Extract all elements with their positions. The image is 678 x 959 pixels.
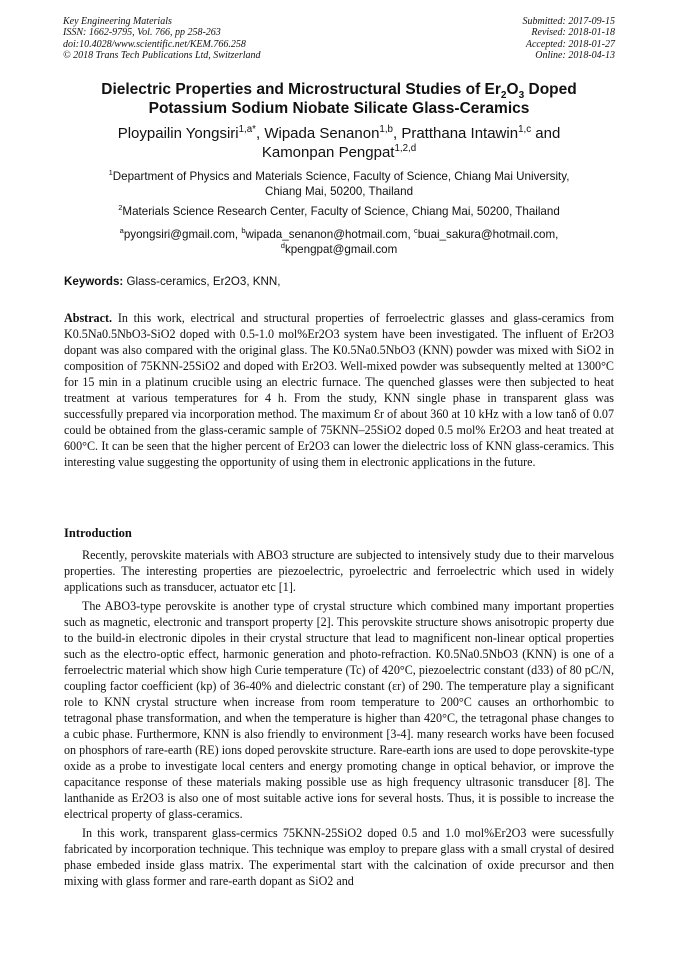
author-line-1: Ploypailin Yongsiri$^{1,a*}$, Wipada Senanon$^{1,b}$, Pratthana Intawin$^{1,c}$ and: [117, 124, 561, 142]
keywords: [64, 275, 614, 289]
email-link[interactable]: wipada_senanon@hotmail.com,: [245, 228, 411, 241]
journal-name: Key Engineering Materials: [63, 16, 172, 27]
affiliation-2: $^2$Materials Science Research Center, Faculty of Science, Chiang Mai, 50200, Thailand: [118, 203, 560, 218]
paragraph: Recently, perovskite materials with ABO3 structure are subjected to intensively study due to their marvelous properties. The interesting properties are piezoelectric, pyroelectric and ferroelectric which used in widely applications such as transducer, actuator etc [1].: [64, 548, 614, 594]
email-link[interactable]: kpengpat@gmail.com: [284, 242, 398, 256]
revised-date: Revised: 2018-01-18: [531, 27, 615, 39]
introduction-body: [64, 547, 614, 892]
email-link[interactable]: buai_sakura@hotmail.com,: [417, 228, 559, 241]
journal-info: [63, 16, 261, 62]
author-emails: $^a$pyongsiri@gmail.com, $^b$wipada_senanon@hotmail.com, $^c$buai_sakura@hotmail.com, $^d$kpengpat@gmail.com: [119, 226, 559, 256]
author-line-2: Kamonpan Pengpat$^{1,2,d}$: [261, 143, 417, 161]
submission-dates: [523, 16, 616, 62]
paper-title: [60, 80, 618, 118]
author-name: Kamonpan Pengpat: [261, 144, 395, 161]
keywords-text: Glass-ceramics, Er2O3, KNN,: [126, 275, 281, 288]
affiliation-1: $^1$Department of Physics and Materials Science, Faculty of Science, Chiang Mai University, Chiang Mai, 50200, Thailand: [108, 168, 570, 198]
keywords-label: Keywords:: [64, 275, 124, 288]
paragraph: In this work, transparent glass-cermics 75KNN-25SiO2 doped 0.5 and 1.0 mol%Er2O3 were sucessfully fabricated by incorporation technique. This technique was employ to prepare glass with a small crystal of desired phase embeded inside glass matrix. The experimental start with the calcination of oxide precursor and then mixing with glass former and rare-earth dopant as SiO2 and: [64, 826, 614, 888]
abstract: [64, 310, 614, 470]
abstract-text: In this work, electrical and structural properties of ferroelectric glasses and glass-ceramics from K0.5Na0.5NbO3-SiO2 doped with 0.5-1.0 mol%Er2O3 system have been investigated. The influent of Er2O3 dopant was also compared with the original glass. The K0.5Na0.5NbO3 (KNN) powder was mixed with SiO2 in composition of 75KNN-25SiO2 and doped with Er2O3. Well-mixed powder was subsequently melted at 1300°C for 15 min in a platinum crucible using an electric furnace. The quenched glasses were then subjected to heat treatment at various temperatures for 4 h. From the study, KNN single phase in transparent glass was successfully prepared via incorporation method. The maximum Ɛr of about 360 at 10 kHz with a low tanδ of 0.07 could be obtained from the glass-ceramic sample of 75KNN–25SiO2 doped 0.5 mol% Er2O3 and heat treated at 600°C. It can be seen that the higher percent of Er2O3 can lower the dielectric loss of KNN glass-ceramics. This interesting value suggesting the opportunity of using them in electronic applications in the future.: [64, 311, 614, 469]
title-line-1: Dielectric Properties and Microstructural Studies of $Er_2O_3$ Doped: [101, 81, 577, 102]
author-name: Pratthana Intawin: [401, 125, 519, 142]
section-heading-introduction: Introduction: [64, 526, 132, 540]
author-name: Wipada Senanon: [264, 125, 380, 142]
copyright-line: © 2018 Trans Tech Publications Ltd, Switzerland: [63, 50, 261, 62]
doi-line: doi:10.4028/www.scientific.net/KEM.766.258: [63, 38, 246, 50]
abstract-label: Abstract.: [64, 311, 113, 325]
author-name: Ploypailin Yongsiri: [117, 125, 239, 142]
email-link[interactable]: pyongsiri@gmail.com,: [123, 228, 239, 241]
issn-line: ISSN: 1662-9795, Vol. 766, pp 258-263: [63, 27, 221, 39]
accepted-date: Accepted: 2018-01-27: [525, 38, 615, 50]
title-line-2: Potassium Sodium Niobate Silicate Glass-Ceramics: [148, 100, 530, 117]
submitted-date: Submitted: 2017-09-15: [522, 16, 615, 27]
paragraph: The ABO3-type perovskite is another type of crystal structure which combined many important properties such as magnetic, electronic and transport property [2]. This perovskite structure shows anisotropic property due to the build-in electronic dipoles in their crystal structure that lead to magnificent non-linear optical properties such as the electro-optic effect, harmonic generation and photo-refraction. K0.5Na0.5NbO3 (KNN) is one of a ferroelectric material which show high Curie temperature (Tc) of 420°C, piezoelectric constant (d33) of 80 pC/N, coupling factor coefficient (kp) of 36-40% and dielectric constant (εr) of 290. The temperature play a significant role to KNN crystal structure when increase from room temperature to 200°C causes an orthorhombic to tetragonal phase transformation, and when the temperature is higher than 420°C, the tetragonal phase changes to a cubic phase. Furthermore, KNN is also friendly to environment [3-4]. many research works have been focused on phosphors of rare-earth (RE) ions doped perovskite structure. Rare-earth ions are used to dope perovskite-type oxide as a probe to investigate local centers and energy promoting change in optical behavior, or improve the capacitance response of these materials making possible use as high frequency ultrasonic transducer [8]. The lanthanide as Er2O3 is also one of most suitable active ions for several hosts. Thus, it is possible to increase the electrical property of glass-ceramics.: [64, 599, 614, 821]
online-date: Online: 2018-04-13: [535, 50, 615, 62]
author-list: [60, 124, 618, 162]
